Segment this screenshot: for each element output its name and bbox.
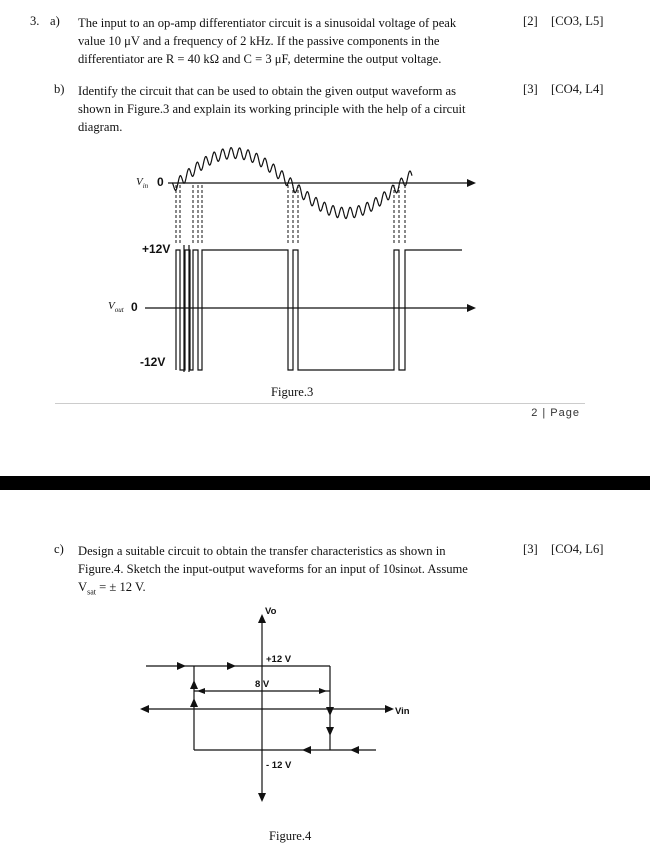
part-c-co: [CO4, L6] bbox=[551, 542, 604, 556]
vo-axis-arrow-down bbox=[258, 793, 266, 802]
footer-rule bbox=[55, 403, 585, 404]
question-number: 3. bbox=[30, 14, 40, 28]
part-b-co: [CO4, L4] bbox=[551, 82, 604, 96]
plus-12v-label: +12V bbox=[142, 242, 171, 256]
page-separator bbox=[0, 476, 650, 490]
part-a-line-3: differentiator are R = 40 kΩ and C = 3 μF, determine the output voltage. bbox=[78, 52, 442, 66]
part-b-line-1: Identify the circuit that can be used to obtain the given output waveform as bbox=[78, 84, 457, 98]
part-a-line-1: The input to an op-amp differentiator circuit is a sinusoidal voltage of peak bbox=[78, 16, 457, 30]
page-number: 2 | Page bbox=[531, 407, 580, 419]
part-c-line-1: Design a suitable circuit to obtain the transfer characteristics as shown in bbox=[78, 544, 446, 558]
vin-label: $V_{in}$ bbox=[136, 176, 149, 191]
part-c-line-2: Figure.4. Sketch the input-output waveforms for an input of 10sinωt. Assume bbox=[78, 562, 468, 576]
part-a-co: [CO3, L5] bbox=[551, 14, 604, 28]
output-waveform bbox=[176, 250, 462, 370]
vin-axis-arrow-right bbox=[385, 705, 394, 713]
figure-3 bbox=[0, 0, 650, 400]
vin-axis-arrow-left bbox=[140, 705, 149, 713]
minus-12v-label-fig4: - 12 V bbox=[266, 760, 292, 771]
figure-3-caption: Figure.3 bbox=[271, 385, 314, 399]
part-b-line-2: shown in Figure.3 and explain its working principle with the help of a circuit bbox=[78, 102, 466, 116]
minus-12v-label: -12V bbox=[140, 355, 166, 369]
vin-axis-arrow bbox=[467, 179, 476, 187]
part-c-text bbox=[78, 542, 510, 602]
figure-4 bbox=[0, 600, 650, 820]
part-c-marks: [3] bbox=[523, 542, 538, 556]
vout-label: $V_{out}$ bbox=[108, 300, 124, 315]
dashed-transition-lines bbox=[176, 185, 405, 245]
part-c-line-3: $V_{sat}$ = ± 12 V. bbox=[78, 580, 146, 597]
vout-zero-label: 0 bbox=[131, 300, 138, 314]
vin-zero-label: 0 bbox=[157, 175, 164, 189]
8v-label: 8 V bbox=[255, 679, 270, 690]
part-b-line-3: diagram. bbox=[78, 120, 123, 134]
part-a-label: a) bbox=[50, 14, 60, 28]
vo-label: Vo bbox=[265, 606, 277, 617]
vin-label-fig4: Vin bbox=[395, 706, 410, 717]
figure-4-caption: Figure.4 bbox=[269, 829, 312, 843]
vout-axis-arrow bbox=[467, 304, 476, 312]
loop-arrows bbox=[177, 662, 359, 754]
plus-12v-label-fig4: +12 V bbox=[266, 654, 292, 665]
part-a-marks: [2] bbox=[523, 14, 538, 28]
part-a-line-2: value 10 μV and a frequency of 2 kHz. If the passive components in the bbox=[78, 34, 440, 48]
part-b-marks: [3] bbox=[523, 82, 538, 96]
part-b-label: b) bbox=[54, 82, 65, 96]
part-c-label: c) bbox=[54, 542, 64, 556]
